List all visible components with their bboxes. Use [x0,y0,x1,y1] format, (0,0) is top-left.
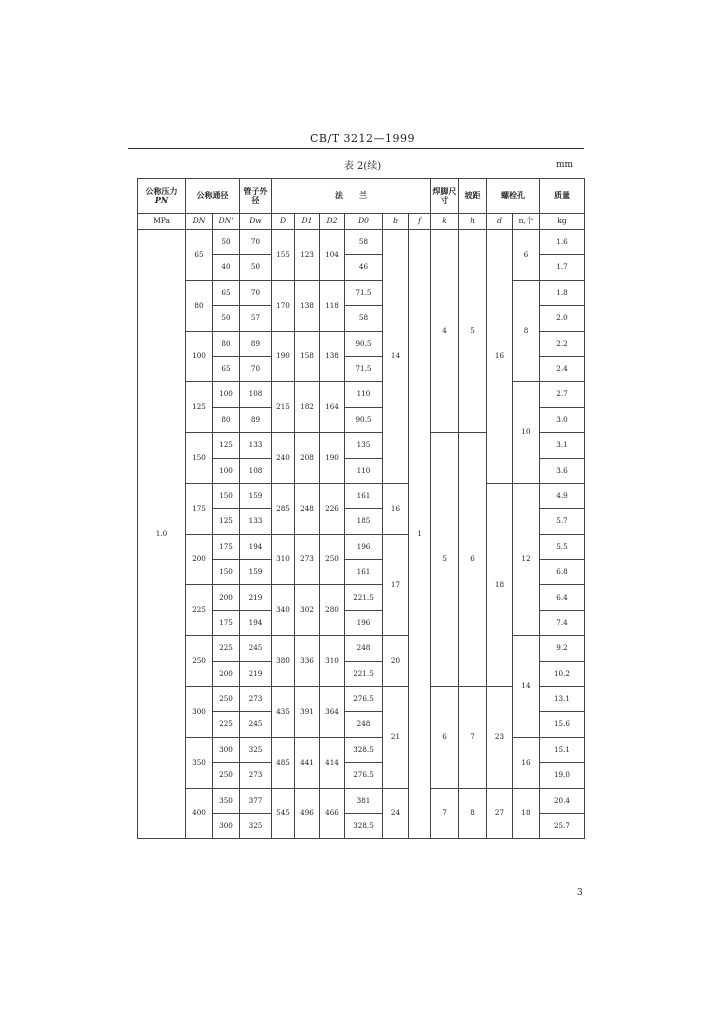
header-rule [128,148,584,149]
sub-h: h [459,214,487,230]
cell-D: 285 [272,483,295,534]
table-row [138,483,585,508]
cell-kg: 25.7 [540,813,585,838]
cell-d0: 276.5 [345,687,383,712]
cell-dnp: 300 [213,813,240,838]
cell-d0: 161 [345,483,383,508]
cell-dn: 175 [186,483,213,534]
cell-h: 6 [459,433,487,687]
cell-kg: 1.7 [540,255,585,280]
cell-n: 14 [513,636,540,738]
cell-d0: 46 [345,255,383,280]
cell-D1: 273 [295,534,320,585]
cell-d0: 71.5 [345,356,383,381]
cell-d: 16 [487,230,513,484]
sub-dn: DN [186,214,213,230]
cell-kg: 4.9 [540,483,585,508]
cell-b: 17 [383,534,409,636]
cell-pn: 1.0 [138,230,186,839]
cell-k: 7 [431,788,459,839]
cell-kg: 7.4 [540,610,585,635]
cell-D2: 104 [320,230,345,281]
cell-kg: 2.7 [540,382,585,407]
cell-D1: 336 [295,636,320,687]
cell-n: 8 [513,280,540,382]
cell-dw: 50 [240,255,272,280]
cell-kg: 1.8 [540,280,585,305]
header-weld: 焊脚尺寸 [431,179,459,214]
table-row [138,737,585,762]
table-row [138,382,585,407]
sub-mpa: MPa [138,214,186,230]
cell-dnp: 175 [213,534,240,559]
cell-D2: 118 [320,280,345,331]
sub-d1: D1 [295,214,320,230]
sub-f: f [409,214,431,230]
cell-dnp: 80 [213,331,240,356]
cell-D1: 123 [295,230,320,281]
cell-d0: 161 [345,560,383,585]
cell-D2: 250 [320,534,345,585]
cell-D2: 190 [320,433,345,484]
cell-dnp: 250 [213,763,240,788]
cell-b: 20 [383,636,409,687]
cell-D: 380 [272,636,295,687]
flange-table [137,178,585,839]
cell-dw: 273 [240,687,272,712]
cell-d0: 276.5 [345,763,383,788]
cell-dn: 250 [186,636,213,687]
header-weight: 质量 [540,179,585,214]
cell-dw: 219 [240,661,272,686]
cell-D: 215 [272,382,295,433]
cell-d0: 248 [345,636,383,661]
unit-label: mm [556,160,574,170]
cell-kg: 6.4 [540,585,585,610]
cell-dnp: 200 [213,661,240,686]
cell-b: 21 [383,687,409,789]
cell-n: 10 [513,382,540,484]
cell-kg: 19.0 [540,763,585,788]
cell-d0: 196 [345,610,383,635]
cell-D2: 364 [320,687,345,738]
cell-k: 4 [431,230,459,433]
cell-dnp: 225 [213,636,240,661]
header-pitch: 坡距 [459,179,487,214]
cell-kg: 2.2 [540,331,585,356]
cell-h: 8 [459,788,487,839]
cell-d: 27 [487,788,513,839]
sub-d: D [272,214,295,230]
cell-dw: 325 [240,813,272,838]
cell-kg: 3.0 [540,407,585,432]
cell-d0: 90.5 [345,407,383,432]
cell-dn: 65 [186,230,213,281]
cell-d0: 90.5 [345,331,383,356]
cell-D: 340 [272,585,295,636]
cell-d0: 110 [345,382,383,407]
cell-D: 435 [272,687,295,738]
cell-k: 5 [431,433,459,687]
sub-bolt-d: d [487,214,513,230]
cell-d: 23 [487,687,513,789]
cell-D1: 248 [295,483,320,534]
cell-d0: 58 [345,306,383,331]
cell-dw: 70 [240,356,272,381]
cell-dnp: 150 [213,560,240,585]
cell-b: 16 [383,483,409,534]
table-row [138,280,585,305]
cell-dnp: 50 [213,306,240,331]
cell-dw: 57 [240,306,272,331]
sub-kg: kg [540,214,585,230]
cell-kg: 13.1 [540,687,585,712]
cell-D: 545 [272,788,295,839]
cell-d0: 196 [345,534,383,559]
cell-dw: 89 [240,407,272,432]
cell-b: 14 [383,230,409,484]
cell-D1: 496 [295,788,320,839]
cell-D2: 414 [320,737,345,788]
table-row [138,230,585,255]
cell-D1: 158 [295,331,320,382]
cell-kg: 5.7 [540,509,585,534]
cell-dnp: 100 [213,382,240,407]
cell-dnp: 125 [213,509,240,534]
sub-d0: D0 [345,214,383,230]
cell-kg: 5.5 [540,534,585,559]
cell-n: 12 [513,483,540,635]
cell-D2: 138 [320,331,345,382]
cell-h: 7 [459,687,487,789]
cell-d0: 110 [345,458,383,483]
cell-D2: 164 [320,382,345,433]
cell-n: 16 [513,737,540,788]
cell-dw: 133 [240,509,272,534]
cell-d0: 185 [345,509,383,534]
cell-dn: 100 [186,331,213,382]
cell-kg: 15.1 [540,737,585,762]
cell-kg: 9.2 [540,636,585,661]
header-pipe: 管子外径 [240,179,272,214]
cell-D1: 208 [295,433,320,484]
cell-dw: 194 [240,534,272,559]
cell-dn: 225 [186,585,213,636]
cell-dw: 70 [240,280,272,305]
cell-d0: 221.5 [345,661,383,686]
cell-dw: 159 [240,560,272,585]
cell-dnp: 250 [213,687,240,712]
sub-dw: Dw [240,214,272,230]
cell-dnp: 300 [213,737,240,762]
cell-D2: 280 [320,585,345,636]
cell-dw: 108 [240,458,272,483]
cell-dnp: 175 [213,610,240,635]
cell-kg: 2.4 [540,356,585,381]
cell-dw: 219 [240,585,272,610]
table-caption: 表 2(续) [343,161,382,172]
cell-D1: 391 [295,687,320,738]
cell-d0: 135 [345,433,383,458]
cell-dw: 70 [240,230,272,255]
sub-d2: D2 [320,214,345,230]
cell-D: 190 [272,331,295,382]
header-pressure: 公称压力 PN [138,179,186,214]
header-nominal: 公称通径 [186,179,240,214]
cell-dnp: 80 [213,407,240,432]
cell-dw: 325 [240,737,272,762]
cell-D2: 466 [320,788,345,839]
header-bolt: 螺栓孔 [487,179,540,214]
cell-D: 170 [272,280,295,331]
cell-b: 24 [383,788,409,839]
cell-dn: 125 [186,382,213,433]
cell-D: 155 [272,230,295,281]
cell-kg: 1.6 [540,230,585,255]
cell-dnp: 125 [213,433,240,458]
cell-kg: 3.6 [540,458,585,483]
cell-dw: 245 [240,636,272,661]
header-row [138,179,585,214]
cell-D1: 138 [295,280,320,331]
sub-k: k [431,214,459,230]
cell-dw: 273 [240,763,272,788]
cell-dnp: 40 [213,255,240,280]
cell-h: 5 [459,230,487,433]
cell-dn: 150 [186,433,213,484]
cell-dn: 80 [186,280,213,331]
cell-D1: 182 [295,382,320,433]
cell-D2: 226 [320,483,345,534]
cell-dnp: 225 [213,712,240,737]
cell-dnp: 50 [213,230,240,255]
header-flange: 法 兰 [272,179,431,214]
cell-D: 485 [272,737,295,788]
page-number: 3 [577,888,583,898]
table-row [138,788,585,813]
cell-dnp: 150 [213,483,240,508]
cell-D1: 302 [295,585,320,636]
cell-kg: 15.6 [540,712,585,737]
cell-dn: 400 [186,788,213,839]
cell-dn: 350 [186,737,213,788]
cell-dw: 194 [240,610,272,635]
cell-d0: 328.5 [345,813,383,838]
cell-dnp: 200 [213,585,240,610]
cell-d0: 381 [345,788,383,813]
cell-D2: 310 [320,636,345,687]
cell-D: 240 [272,433,295,484]
cell-n: 18 [513,788,540,839]
cell-d0: 328.5 [345,737,383,762]
subheader-row [138,214,585,230]
table-row [138,636,585,661]
standard-number: CB/T 3212—1999 [309,132,416,145]
sub-dnp: DN' [213,214,240,230]
cell-dnp: 100 [213,458,240,483]
cell-dw: 377 [240,788,272,813]
cell-dw: 245 [240,712,272,737]
cell-kg: 3.1 [540,433,585,458]
cell-kg: 20.4 [540,788,585,813]
cell-D1: 441 [295,737,320,788]
cell-dnp: 350 [213,788,240,813]
cell-dw: 159 [240,483,272,508]
cell-D: 310 [272,534,295,585]
cell-d0: 71.5 [345,280,383,305]
cell-n: 6 [513,230,540,281]
cell-dn: 300 [186,687,213,738]
cell-k: 6 [431,687,459,789]
cell-dw: 89 [240,331,272,356]
sub-n: n,个 [513,214,540,230]
sub-b: b [383,214,409,230]
cell-dw: 133 [240,433,272,458]
cell-d: 18 [487,483,513,686]
cell-dnp: 65 [213,356,240,381]
cell-dnp: 65 [213,280,240,305]
cell-kg: 10.2 [540,661,585,686]
cell-dn: 200 [186,534,213,585]
cell-kg: 2.0 [540,306,585,331]
cell-dw: 108 [240,382,272,407]
cell-kg: 6.8 [540,560,585,585]
cell-f: 1 [409,230,431,839]
cell-d0: 248 [345,712,383,737]
cell-d0: 221.5 [345,585,383,610]
cell-d0: 58 [345,230,383,255]
